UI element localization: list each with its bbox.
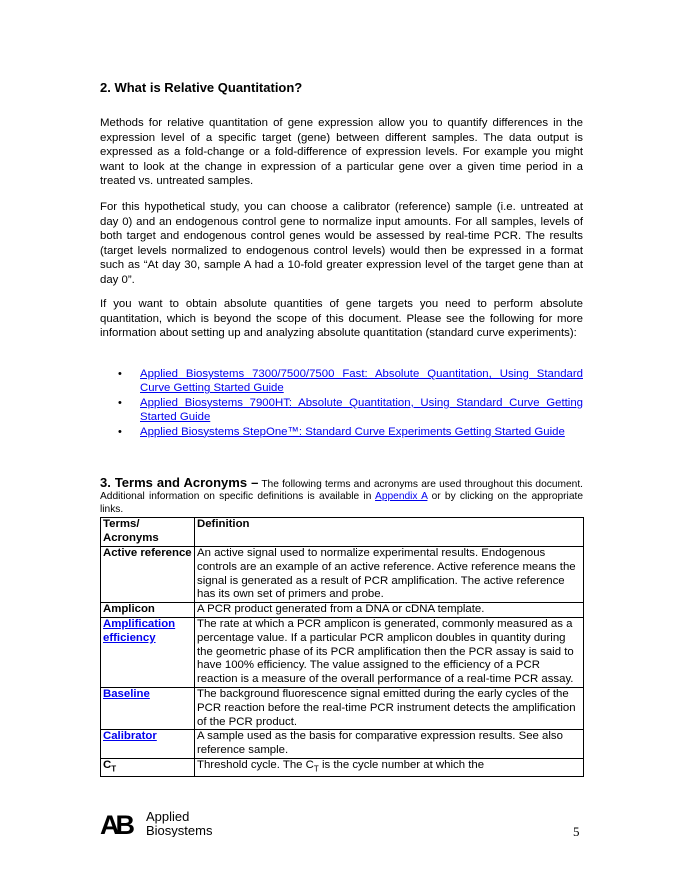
list-item	[118, 367, 583, 396]
list-item	[118, 396, 583, 425]
logo-mark-icon	[100, 809, 228, 837]
definition-cell	[195, 758, 584, 776]
definition-cell: A PCR product generated from a DNA or cDNA template.	[195, 603, 584, 618]
table-row	[101, 617, 584, 687]
section-3-heading: 3. Terms and Acronyms –	[100, 475, 259, 490]
terms-table	[100, 517, 584, 777]
header-definition: Definition	[195, 518, 584, 547]
definition-cell: An active signal used to normalize experimental results. Endogenous controls are an example of an active reference. Active reference means the signal is generated as a result of PCR amplification. The active reference has its own set of primers and probe.	[195, 547, 584, 603]
paragraph-2: For this hypothetical study, you can choose a calibrator (reference) sample (i.e. untreated at day 0) and an endogenous control gene to normalize input amounts. For all samples, levels of both target and endogenous control genes would be assessed by real-time PCR. The results (target levels normalized to endogenous control levels) would then be expressed in a format such as “At day 30, sample A had a 10-fold greater expression level of the target gene than at day 0”.	[100, 201, 583, 286]
ct-term: C	[103, 758, 112, 771]
ct-term-subscript: T	[111, 764, 117, 774]
section-2-heading: 2. What is Relative Quantitation?	[100, 80, 303, 95]
guide-link-7300[interactable]: Applied Biosystems 7300/7500/7500 Fast: Absolute Quantitation, Using Standard Curve Getting Started Guide	[140, 368, 583, 395]
guide-link-stepone[interactable]: Applied Biosystems StepOne™: Standard Curve Experiments Getting Started Guide	[140, 425, 565, 438]
table-row	[101, 687, 584, 729]
ct-def-a: Threshold cycle. The C	[197, 758, 314, 771]
table-row	[101, 603, 584, 618]
intro-text-b: or by clicking on the appropriate links.	[100, 491, 583, 515]
amplification-efficiency-link[interactable]: Amplification efficiency	[103, 617, 176, 644]
list-item	[118, 425, 583, 439]
term-cell: Amplicon	[101, 603, 195, 618]
baseline-link[interactable]: Baseline	[103, 687, 150, 700]
logo-line-2: Biosystems	[146, 823, 213, 837]
table-row	[101, 547, 584, 603]
guide-link-list	[100, 367, 583, 439]
calibrator-link[interactable]: Calibrator	[103, 730, 157, 743]
term-cell	[101, 617, 195, 687]
table-row	[101, 730, 584, 759]
appendix-a-link[interactable]: Appendix A	[375, 491, 428, 503]
applied-biosystems-logo	[100, 809, 228, 837]
ct-def-b: is the cycle number at which the	[318, 758, 485, 771]
guide-link-7900ht[interactable]: Applied Biosystems 7900HT: Absolute Quantitation, Using Standard Curve Getting Started Guide	[140, 396, 583, 424]
term-cell	[101, 687, 195, 729]
paragraph-1: Methods for relative quantitation of gene expression allow you to quantify differences in the expression level of a specific target (gene) between different samples. The data output is expressed as a fold-change or a fold-difference of expression levels. For example you might want to look at the change in expression of a particular gene over a given time period in a treated vs. untreated samples.	[100, 117, 583, 188]
definition-cell: A sample used as the basis for comparative expression results. See also reference sample.	[195, 730, 584, 759]
definition-cell: The rate at which a PCR amplicon is generated, commonly measured as a percentage value. If a particular PCR amplicon doubles in quantity during the geometric phase of its PCR amplification then the PCR assay is said to have 100% efficiency. The value assigned to the efficiency of a PCR reaction is a measure of the overall performance of a real-time PCR assay.	[195, 617, 584, 687]
page-number: 5	[573, 824, 580, 839]
definition-cell: The background fluorescence signal emitted during the early cycles of the PCR reaction before the real-time PCR instrument detects the amplification of the PCR product.	[195, 687, 584, 729]
header-terms: Terms/ Acronyms	[101, 518, 195, 547]
intro-text-a: The following terms and acronyms are used throughout this document. Additional information on specific definitions is available in	[100, 479, 583, 503]
section-3-intro	[100, 477, 583, 516]
term-cell	[101, 730, 195, 759]
logo-mark: AB	[100, 810, 131, 837]
paragraph-3: If you want to obtain absolute quantities of gene targets you need to perform absolute quantitation, which is beyond the scope of this document. Please see the following for more information about setting up and analyzing absolute quantitation (standard curve experiments):	[100, 298, 583, 340]
table-row	[101, 758, 584, 776]
bullet-icon: •	[118, 368, 122, 380]
table-header-row	[101, 518, 584, 547]
logo-line-1: Applied	[146, 809, 190, 824]
term-cell: Active reference	[101, 547, 195, 603]
section-3	[100, 477, 583, 516]
ct-def-subscript: T	[313, 764, 319, 774]
bullet-icon: •	[118, 425, 122, 438]
bullet-icon: •	[118, 396, 122, 409]
term-cell	[101, 758, 195, 776]
